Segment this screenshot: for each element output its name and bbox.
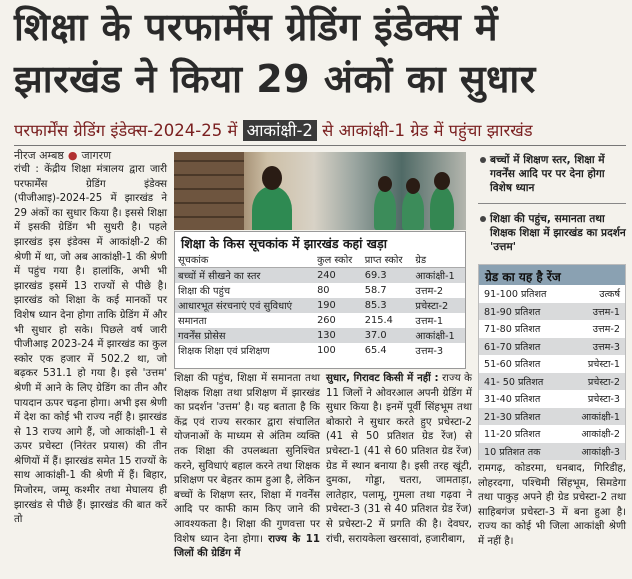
- table-cell: शिक्षक शिक्षा एवं प्रशिक्षण: [178, 346, 270, 357]
- table-cell: 58.7: [364, 285, 387, 296]
- table-cell: 80: [317, 285, 330, 296]
- grade-label: आकांक्षी-1: [566, 408, 625, 426]
- highlight-item: शिक्षा की पहुंच, समानता तथा शिक्षक शिक्षा में झारखंड का प्रदर्शन 'उत्तम': [478, 212, 626, 254]
- grade-range: 91-100 प्रतिशत: [484, 289, 547, 301]
- student-figure: [430, 186, 454, 230]
- table-cell: 260: [317, 315, 336, 326]
- article-column-4: रामगढ़, कोडरमा, धनबाद, गिरिडीह, लोहरदगा, पश्चिमी सिंहभूम, सिमडेगा तथा पाकुड़ अपने ही ग्रेड प्रचेस्टा-2 तथा साहिबगंज प्रचेस्टा-3 में बना हुआ है। राज्य का कोई भी जिला आकांक्षी श्रेणी में नहीं है।: [478, 463, 626, 547]
- column-2-subheading: राज्य के 11 जिलों की ग्रेडिंग में: [174, 533, 320, 560]
- student-head: [262, 166, 282, 190]
- table-cell: 130: [314, 328, 362, 343]
- table-cell: 240: [314, 268, 362, 284]
- table-cell: 100: [317, 345, 336, 356]
- byline-separator-icon: ●: [67, 149, 78, 162]
- grade-row: [479, 320, 625, 338]
- table-cell: उत्तम-2: [415, 286, 444, 297]
- table-row: [175, 343, 465, 358]
- table-cell: गवर्नेंस प्रोसेस: [175, 328, 314, 343]
- divider: [478, 203, 626, 204]
- table-header-cell: ग्रेड: [412, 252, 465, 268]
- student-head: [434, 172, 450, 190]
- highlight-item: बच्चों में शिक्षण स्तर, शिक्षा में गवर्नेंस आदि पर पर देना होगा विशेष ध्यान: [478, 153, 626, 195]
- grade-label: उत्तम-3: [566, 338, 625, 356]
- table-cell: उत्तम-3: [415, 346, 444, 357]
- subheadline: [14, 118, 626, 141]
- column-2-text: शिक्षा की पहुंच, शिक्षा में समानता तथा शिक्षक शिक्षा तथा प्रशिक्षण में झारखंड का प्रदर्शन 'उत्तम' है। यह बताता है कि केंद्र एवं राज्य सरकार द्वारा संचालित योजनाओं के माध्यम से अंतिम व्यक्ति तक शिक्षा की उपलब्धता सुनिश्चित करने, सुविधाएं बहाल करने तथा शिक्षक प्रशिक्षण पर बेहतर काम हुआ है, लेकिन बच्चों के शिक्षण स्तर, शिक्षा में गवर्नेंस आदि पर काफी काम किए जाने की आवश्यकता है। शिक्षा की गुणवत्ता पर विशेष ध्यान देना होगा।: [174, 373, 320, 545]
- grade-row: [479, 390, 625, 408]
- article-column-1: रांची : केंद्रीय शिक्षा मंत्रालय द्वारा जारी परफार्मेंस ग्रेडिंग इंडेक्स (पीजीआइ)-2024-25 में झारखंड ने 29 अंकों का सुधार किया है। इससे शिक्षा में इसकी ग्रेडिंग भी सुधरी है। पहले झारखंड इस इंडेक्स में आकांक्षी-2 की श्रेणी में था, जो अब आकांक्षी-1 की श्रेणी में पहुंच गया है। हालांकि, अभी भी झारखंड इसमें 13 राज्यों से पीछे है। झारखंड को शिक्षा के कई मानकों पर विशेष ध्यान देना होगा ताकि ग्रेडिंग में और भी सुधार हो सके। पिछले वर्ष जारी पीजीआइ 2023-24 में झारखंड का कुल स्कोर एक हजार में 502.2 था, जो बढ़कर 531.1 हो गया है। इसे 'उत्तम' श्रेणी में आने के लिए ग्रेडिंग का तीन और पायदान ऊपर चढ़ना होगा। अभी इस श्रेणी में देश का कोई भी राज्य नहीं है। झारखंड से 13 राज्य आगे हैं, जो आकांक्षी-1 से ऊपर प्रचेस्टा (निरंतर प्रयास) की तीन श्रेणियों में हैं। झारखंड समेत 15 राज्यों के साथ आकांक्षी-1 की श्रेणी में हैं। बिहार, मिजोरम, जम्मू कश्मीर तथा मेघालय ही झारखंड से पीछे हैं। झारखंड की बात करें तो: [14, 164, 167, 526]
- byline-author: नीरज अम्बष्ठ: [14, 149, 64, 162]
- grade-row: [479, 408, 625, 426]
- grade-range-title: ग्रेड का यह है रेंज: [479, 265, 625, 285]
- table-cell: 37.0: [362, 328, 413, 343]
- grade-range: 51-60 प्रतिशत: [484, 359, 541, 371]
- indicator-table: [174, 231, 466, 369]
- table-row: [175, 328, 465, 343]
- grade-range: 61-70 प्रतिशत: [479, 338, 566, 356]
- table-cell: 85.3: [362, 298, 413, 313]
- table-cell: प्रचेस्टा-2: [412, 298, 465, 313]
- table-header-cell: कुल स्कोर: [314, 252, 362, 268]
- grade-label: आकांक्षी-2: [581, 429, 620, 441]
- indicator-table-grid: [175, 252, 465, 358]
- table-header-cell: सूचकांक: [175, 252, 314, 268]
- table-cell: 65.4: [364, 345, 387, 356]
- grade-range: 81-90 प्रतिशत: [479, 303, 566, 321]
- grade-label: आकांक्षी-3: [566, 443, 625, 461]
- headline-line-2: झारखंड ने किया 29 अंकों का सुधार: [14, 57, 536, 101]
- table-cell: आकांक्षी-1: [412, 268, 465, 284]
- grade-range-table: [479, 285, 625, 460]
- table-cell: 190: [314, 298, 362, 313]
- indicator-table-title: शिक्षा के किस सूचकांक में झारखंड कहां खड़ा: [181, 236, 387, 251]
- table-header-cell: प्राप्त स्कोर: [362, 252, 413, 268]
- grade-range-box: [478, 264, 626, 460]
- table-row: [175, 283, 465, 298]
- grade-row: [479, 373, 625, 391]
- grade-row: [479, 303, 625, 321]
- grade-label: प्रचेस्टा-2: [566, 373, 625, 391]
- table-row: [175, 298, 465, 313]
- grade-row: [479, 425, 625, 443]
- student-figure: [374, 188, 396, 230]
- grade-range: 21-30 प्रतिशत: [479, 408, 566, 426]
- table-row: [175, 268, 465, 284]
- table-cell: आधारभूत संरचनाएं एवं सुविधाएं: [175, 298, 314, 313]
- grade-range: 10 प्रतिशत तक: [479, 443, 566, 461]
- student-head: [406, 178, 420, 194]
- article-column-2: [174, 372, 320, 562]
- grade-row: [479, 338, 625, 356]
- article-photo: [174, 152, 466, 230]
- student-figure: [402, 190, 424, 230]
- table-cell: आकांक्षी-1: [412, 328, 465, 343]
- grade-row: [479, 443, 625, 461]
- student-head: [378, 176, 392, 192]
- headline: [14, 2, 624, 106]
- highlights-list: [478, 153, 626, 262]
- table-cell: 69.3: [362, 268, 413, 284]
- table-cell: बच्चों में सीखने का स्तर: [175, 268, 314, 284]
- grade-label: उत्कर्ष: [599, 289, 620, 301]
- table-cell: उत्तम-1: [415, 316, 444, 327]
- student-figure: [252, 186, 292, 230]
- grade-label: प्रचेस्टा-3: [587, 394, 620, 406]
- grade-label: उत्तम-1: [566, 303, 625, 321]
- subheadline-highlight: आकांक्षी-2: [243, 120, 317, 141]
- grade-range: 41- 50 प्रतिशत: [479, 373, 566, 391]
- byline: [14, 148, 111, 163]
- grade-label: प्रचेस्टा-1: [587, 359, 620, 371]
- bookshelf-image: [174, 152, 244, 230]
- table-cell: 215.4: [364, 315, 393, 326]
- table-header-row: [175, 252, 465, 268]
- grade-label: उत्तम-2: [592, 324, 620, 336]
- grade-row: [479, 285, 625, 303]
- column-3-subheading: सुधार, गिरावट किसी में नहीं :: [326, 373, 439, 384]
- column-3-text: राज्य के 11 जिलों ने ओवरआल अपनी ग्रेडिंग में सुधार किया है। इनमें पूर्वी सिंहभूम तथा बोकारो ने सुधार करते हुए प्रचेस्टा-2 (41 से 50 प्रतिशत ग्रेड रेंज) से प्रचेस्टा-1 (41 से 60 प्रतिशत ग्रेड रेंज) ग्रेड में स्थान बनाया है। इसी तरह खूंटी, दुमका, गोड्डा, चतरा, जामताड़ा, लातेहार, पलामू, गुमला तथा गढ़वा ने प्रचेस्टा-3 (31 से 40 प्रतिशत ग्रेड रेंज) से प्रचेस्टा-2 में प्रगति की है। देवघर, रांची, सरायकेला खरसावां, हजारीबाग,: [326, 373, 472, 545]
- table-cell: शिक्षा की पहुंच: [178, 286, 231, 297]
- article-column-3: [326, 372, 472, 547]
- grade-range: 71-80 प्रतिशत: [484, 324, 541, 336]
- grade-range: 31-40 प्रतिशत: [484, 394, 541, 406]
- subheadline-before: परफार्मेंस ग्रेडिंग इंडेक्स-2024-25 में: [14, 121, 243, 140]
- divider: [14, 145, 626, 146]
- grade-row: [479, 355, 625, 373]
- byline-source: जागरण: [81, 149, 112, 162]
- subheadline-after: से आकांक्षी-1 ग्रेड में पहुंचा झारखंड: [316, 121, 533, 140]
- headline-line-1: शिक्षा के परफार्मेंस ग्रेडिंग इंडेक्स में: [14, 5, 499, 49]
- table-row: [175, 313, 465, 328]
- table-cell: समानता: [178, 316, 207, 327]
- grade-range: 11-20 प्रतिशत: [484, 429, 541, 441]
